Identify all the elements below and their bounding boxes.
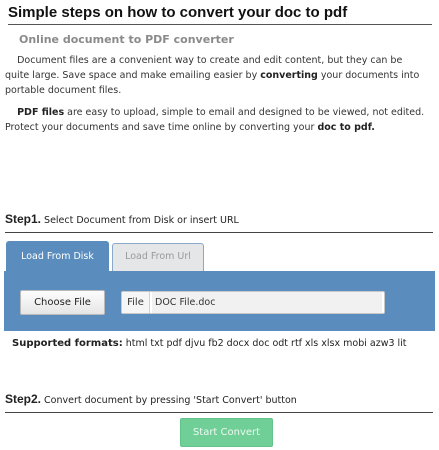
page-subtitle: Online document to PDF converter — [19, 33, 234, 46]
file-name-input[interactable] — [152, 292, 382, 313]
file-label: File — [122, 292, 150, 313]
page-title: Simple steps on how to convert your doc to pdf — [8, 4, 432, 25]
formats-label: Supported formats: — [12, 338, 123, 349]
supported-formats — [12, 337, 434, 351]
step2-text: Convert document by pressing 'Start Convert' button — [41, 395, 297, 406]
tab-load-from-url[interactable]: Load From Url — [112, 243, 204, 271]
tab-load-from-disk[interactable]: Load From Disk — [6, 241, 109, 272]
intro-bold: doc to pdf. — [317, 122, 375, 133]
step2-heading — [5, 392, 433, 413]
step1-number: Step1. — [5, 212, 42, 226]
start-convert-button[interactable]: Start Convert — [180, 418, 273, 447]
intro-bold: PDF files — [17, 107, 65, 118]
upload-tabs — [4, 241, 435, 331]
upload-panel — [4, 271, 435, 331]
intro-text: Document files are a convenient way to create and edit content, but they can be quite large. Save space and make emailing easier by — [5, 55, 403, 81]
step1-text: Select Document from Disk or insert URL — [41, 215, 239, 226]
intro-text: are easy to upload, simple to email and designed to be viewed, not edited. Protect your documents and save time online by converting your — [5, 107, 425, 133]
intro-paragraph-1 — [5, 53, 429, 98]
intro-text: your documents into portable document files. — [5, 70, 420, 96]
step1-heading — [5, 212, 433, 233]
intro-paragraph-2 — [5, 105, 429, 135]
formats-list: html txt pdf djvu fb2 docx doc odt rtf xls xlsx mobi azw3 lit — [122, 338, 407, 349]
step2-number: Step2. — [5, 392, 42, 406]
intro-bold: converting — [260, 70, 318, 81]
choose-file-button[interactable]: Choose File — [20, 290, 105, 315]
file-name-field — [121, 291, 385, 314]
